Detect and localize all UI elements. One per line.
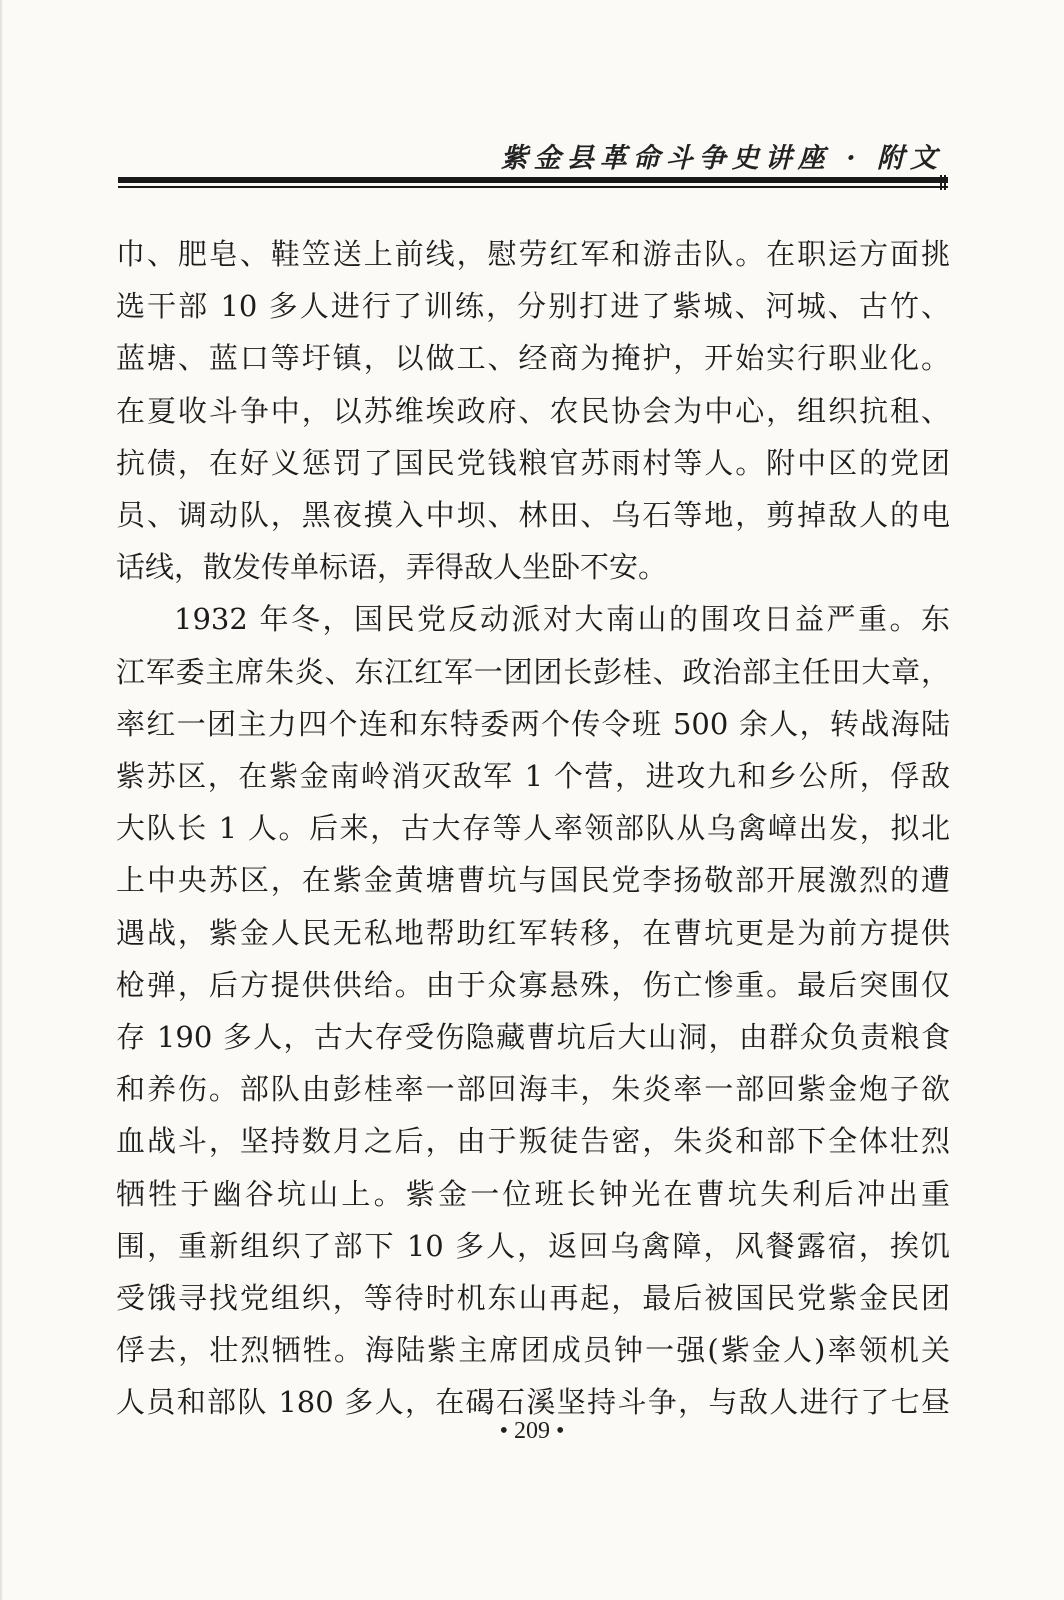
text-line: 话线，散发传单标语，弄得敌人坐卧不安。 bbox=[116, 550, 668, 585]
running-head: 紫金县革命斗争史讲座 · 附文 bbox=[500, 143, 943, 174]
text-line: 率红一团主力四个连和东特委两个传令班 500 余人，转战海陆 bbox=[116, 706, 950, 741]
paragraph-1 bbox=[116, 228, 950, 593]
text-line: 枪弹，后方提供供给。由于众寡悬殊，伤亡惨重。最后突围仅 bbox=[116, 967, 950, 1002]
text-line: 蓝塘、蓝口等圩镇，以做工、经商为掩护，开始实行职业化。 bbox=[116, 341, 950, 376]
paragraph-2 bbox=[116, 593, 950, 1428]
text-line: 巾、肥皂、鞋笠送上前线，慰劳红军和游击队。在职运方面挑 bbox=[116, 237, 950, 271]
text-line: 俘去，壮烈牺牲。海陆紫主席团成员钟一强(紫金人)率领机关 bbox=[116, 1333, 950, 1368]
text-line: 存 190 多人，古大存受伤隐藏曹坑后大山洞，由群众负责粮食 bbox=[116, 1020, 950, 1055]
text-line: 江军委主席朱炎、东江红军一团团长彭桂、政治部主任田大章， bbox=[116, 654, 950, 689]
text-line: 选干部 10 多人进行了训练，分别打进了紫城、河城、古竹、 bbox=[116, 289, 950, 324]
text-line: 人员和部队 180 多人，在碣石溪坚持斗争，与敌人进行了七昼 bbox=[116, 1385, 950, 1420]
text-line: 血战斗，坚持数月之后，由于叛徒告密，朱炎和部下全体壮烈 bbox=[116, 1124, 950, 1159]
page-edge bbox=[0, 0, 3, 1600]
text-line: 和养伤。部队由彭桂率一部回海丰，朱炎率一部回紫金炮子欲 bbox=[116, 1072, 950, 1107]
text-line: 1932 年冬，国民党反动派对大南山的围攻日益严重。东 bbox=[174, 602, 950, 637]
body-text bbox=[116, 228, 950, 1429]
text-line: 遇战，紫金人民无私地帮助红军转移，在曹坑更是为前方提供 bbox=[116, 915, 950, 950]
text-line: 牺牲于幽谷坑山上。紫金一位班长钟光在曹坑失利后冲出重 bbox=[116, 1176, 950, 1211]
text-line: 上中央苏区，在紫金黄塘曹坑与国民党李扬敬部开展激烈的遭 bbox=[116, 863, 950, 898]
text-line: 抗债，在好义惩罚了国民党钱粮官苏雨村等人。附中区的党团 bbox=[116, 445, 950, 480]
header-rule-ornament bbox=[940, 175, 948, 190]
header-rule-thin bbox=[118, 186, 948, 188]
text-line: 受饿寻找党组织，等待时机东山再起，最后被国民党紫金民团 bbox=[116, 1281, 950, 1316]
text-line: 大队长 1 人。后来，古大存等人率领部队从乌禽嶂出发，拟北 bbox=[116, 811, 950, 846]
text-line: 紫苏区，在紫金南岭消灭敌军 1 个营，进攻九和乡公所，俘敌 bbox=[116, 759, 950, 794]
text-line: 在夏收斗争中，以苏维埃政府、农民协会为中心，组织抗租、 bbox=[116, 393, 950, 428]
page-number: • 209 • bbox=[499, 1418, 565, 1444]
header-rule-thick bbox=[118, 177, 948, 183]
text-line: 围，重新组织了部下 10 多人，返回乌禽障，风餐露宿，挨饥 bbox=[116, 1228, 950, 1263]
text-line: 员、调动队，黑夜摸入中坝、林田、乌石等地，剪掉敌人的电 bbox=[116, 498, 950, 533]
